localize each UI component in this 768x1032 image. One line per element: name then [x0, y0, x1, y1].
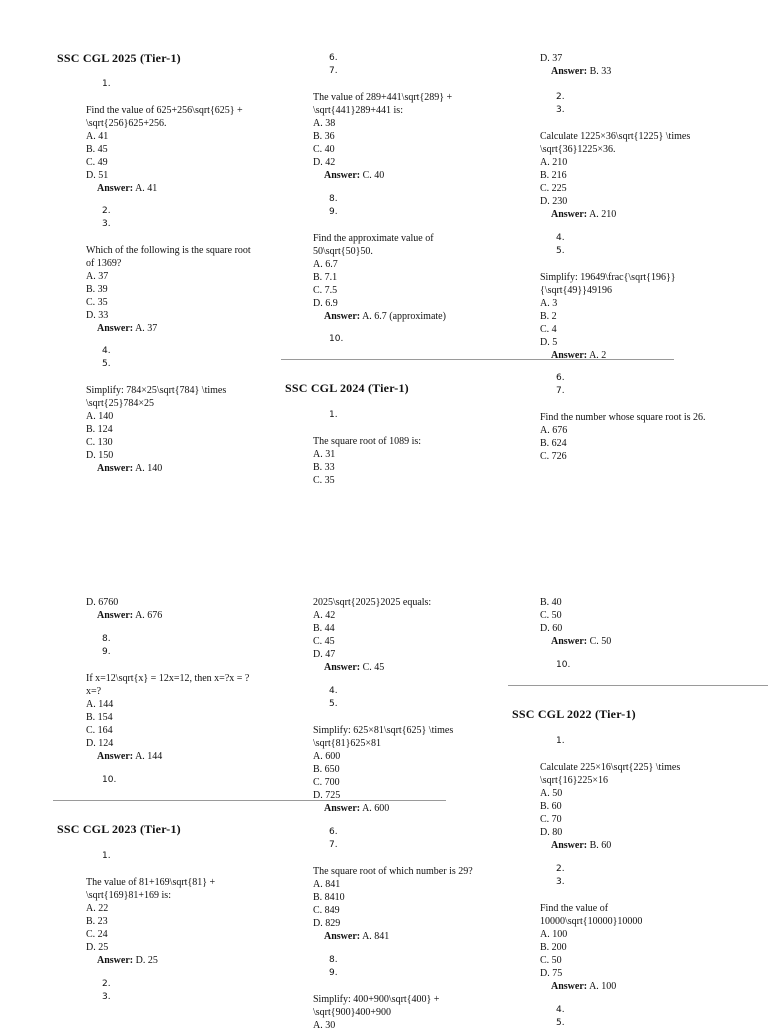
answer-value: D. 25: [135, 955, 158, 966]
option: A. 3: [540, 298, 558, 309]
answer-value: B. 33: [589, 66, 612, 77]
answer-line: [540, 208, 740, 221]
answer-value: C. 50: [589, 636, 612, 647]
option: C. 50: [540, 610, 562, 621]
option: C. 849: [313, 905, 340, 916]
option: C. 130: [86, 437, 113, 448]
question-number: 9.: [329, 968, 338, 978]
answer-line: [313, 310, 513, 323]
option: C. 35: [313, 475, 335, 486]
option: A. 676: [540, 425, 568, 436]
question-text: If x=12\sqrt{x} = 12x=12, then x=?x = ?x=?: [86, 673, 250, 697]
answer-line: [86, 322, 286, 335]
option: C. 40: [313, 144, 335, 155]
answer-line: [313, 930, 513, 943]
option: A. 41: [86, 131, 109, 142]
question-text: Find the number whose square root is 26.: [540, 412, 706, 423]
answer-label: Answer:: [551, 209, 588, 220]
question-number: 1.: [556, 736, 565, 746]
question-text: The square root of 1089 is:: [313, 436, 422, 447]
option: B. 33: [313, 462, 335, 473]
answer-label: Answer:: [551, 350, 588, 361]
question-number: 3.: [556, 877, 565, 887]
answer-label: Answer:: [97, 183, 134, 194]
option: D. 33: [86, 310, 109, 321]
answer-line: [540, 349, 740, 362]
section-2024: [285, 382, 485, 395]
option: B. 23: [86, 916, 108, 927]
answer-value: A. 41: [135, 183, 158, 194]
option: C. 225: [540, 183, 567, 194]
answer-line: [540, 635, 740, 648]
option: A. 144: [86, 699, 114, 710]
answer-value: A. 37: [135, 323, 158, 334]
answer-line: [86, 609, 286, 622]
option: A. 6.7: [313, 259, 338, 270]
question-number: 5.: [556, 1018, 565, 1028]
option: D. 150: [86, 450, 114, 461]
question-number: 3.: [102, 219, 111, 229]
section-heading: SSC CGL 2023 (Tier-1): [57, 822, 181, 836]
option: B. 40: [540, 597, 562, 608]
option: D. 124: [86, 738, 114, 749]
question-number: 4.: [102, 346, 111, 356]
option: A. 31: [313, 449, 336, 460]
answer-line: [86, 954, 286, 967]
option: B. 154: [86, 712, 113, 723]
answer-value: C. 40: [362, 170, 385, 181]
section-heading: SSC CGL 2022 (Tier-1): [512, 707, 636, 721]
question-number: 2.: [102, 979, 111, 989]
option: D. 725: [313, 790, 341, 801]
option: A. 50: [540, 788, 563, 799]
question-block: [313, 52, 513, 182]
option: B. 124: [86, 424, 113, 435]
option: C. 726: [540, 451, 567, 462]
question-number: 8.: [329, 194, 338, 204]
answer-value: A. 144: [135, 751, 163, 762]
option: B. 2: [540, 311, 557, 322]
answer-line: [313, 802, 513, 815]
option: D. 51: [86, 170, 109, 181]
question-number: 8.: [102, 634, 111, 644]
option: C. 49: [86, 157, 108, 168]
option: B. 624: [540, 438, 567, 449]
question-number: 6.: [329, 827, 338, 837]
section-heading: SSC CGL 2024 (Tier-1): [285, 381, 409, 395]
option: C. 24: [86, 929, 108, 940]
answer-label: Answer:: [97, 610, 134, 621]
answer-value: A. 676: [135, 610, 163, 621]
option: A. 140: [86, 411, 114, 422]
option: D. 37: [540, 53, 563, 64]
question-text: The square root of which number is 29?: [313, 866, 473, 877]
question-number: 4.: [556, 233, 565, 243]
answer-label: Answer:: [324, 931, 361, 942]
question-block: [86, 345, 286, 475]
option: C. 50: [540, 955, 562, 966]
question-block: [540, 735, 740, 1030]
option: D. 47: [313, 649, 336, 660]
option: C. 700: [313, 777, 340, 788]
question-text: The value of 289+441\sqrt{289} + \sqrt{441}289+441 is:: [313, 92, 453, 116]
question-number: 7.: [556, 386, 565, 396]
answer-line: [86, 182, 286, 195]
question-text: Which of the following is the square root of 1369?: [86, 245, 251, 269]
option: D. 60: [540, 623, 563, 634]
option: D. 75: [540, 968, 563, 979]
answer-label: Answer:: [551, 840, 588, 851]
option: D. 80: [540, 827, 563, 838]
question-number: 6.: [556, 373, 565, 383]
question-block: [540, 372, 740, 463]
answer-line: [540, 839, 740, 852]
option: C. 45: [313, 636, 335, 647]
option: A. 22: [86, 903, 109, 914]
option: D. 6.9: [313, 298, 338, 309]
answer-label: Answer:: [324, 170, 361, 181]
answer-value: A. 2: [589, 350, 607, 361]
option: A. 841: [313, 879, 341, 890]
option: D. 25: [86, 942, 109, 953]
question-block: [313, 193, 513, 346]
answer-label: Answer:: [324, 803, 361, 814]
option: A. 38: [313, 118, 336, 129]
question-number: 10.: [102, 775, 117, 785]
answer-label: Answer:: [97, 323, 134, 334]
option: B. 39: [86, 284, 108, 295]
option: B. 216: [540, 170, 567, 181]
answer-line: [86, 462, 286, 475]
question-number: 3.: [556, 105, 565, 115]
question-number: 5.: [556, 246, 565, 256]
question-number: 2.: [102, 206, 111, 216]
answer-label: Answer:: [324, 311, 361, 322]
answer-line: [313, 661, 513, 674]
question-number: 9.: [329, 207, 338, 217]
answer-value: A. 600: [362, 803, 390, 814]
question-text: Calculate 1225×36\sqrt{1225} \times \sqrt{36}1225×36.: [540, 131, 691, 155]
question-number: 1.: [329, 410, 338, 420]
answer-value: A. 140: [135, 463, 163, 474]
section-2025: [57, 52, 257, 65]
question-number: 1.: [102, 851, 111, 861]
question-text: Simplify: 625×81\sqrt{625} \times \sqrt{81}625×81: [313, 725, 454, 749]
question-text: The value of 81+169\sqrt{81} + \sqrt{169}81+169 is:: [86, 877, 216, 901]
answer-label: Answer:: [551, 981, 588, 992]
answer-value: A. 100: [589, 981, 617, 992]
question-text: Find the value of 10000\sqrt{10000}10000: [540, 903, 643, 927]
answer-label: Answer:: [97, 751, 134, 762]
answer-value: A. 6.7 (approximate): [362, 311, 446, 322]
answer-value: B. 60: [589, 840, 612, 851]
question-text: Calculate 225×16\sqrt{225} \times \sqrt{16}225×16: [540, 762, 681, 786]
option: B. 200: [540, 942, 567, 953]
question-number: 2.: [556, 92, 565, 102]
question-block: [313, 596, 513, 1032]
option: A. 30: [313, 1020, 336, 1031]
option: B. 44: [313, 623, 335, 634]
question-block: [86, 850, 286, 1004]
question-block: [86, 205, 286, 335]
question-block: [86, 78, 286, 195]
option: A. 100: [540, 929, 568, 940]
option: C. 70: [540, 814, 562, 825]
question-number: 2.: [556, 864, 565, 874]
option: D. 6760: [86, 597, 119, 608]
answer-label: Answer:: [551, 636, 588, 647]
option: C. 7.5: [313, 285, 338, 296]
option: B. 8410: [313, 892, 345, 903]
section-divider: [508, 685, 768, 686]
question-number: 5.: [329, 699, 338, 709]
answer-label: Answer:: [324, 662, 361, 673]
answer-line: [313, 169, 513, 182]
question-number: 10.: [556, 660, 571, 670]
question-number: 3.: [102, 992, 111, 1002]
answer-line: [86, 750, 286, 763]
option: C. 35: [86, 297, 108, 308]
option: A. 42: [313, 610, 336, 621]
option: C. 4: [540, 324, 557, 335]
question-number: 8.: [329, 955, 338, 965]
question-block: [313, 409, 513, 487]
option: A. 600: [313, 751, 341, 762]
option: D. 5: [540, 337, 558, 348]
question-number: 10.: [329, 334, 344, 344]
option: A. 210: [540, 157, 568, 168]
question-text: Find the value of 625+256\sqrt{625} + \sqrt{256}625+256.: [86, 105, 243, 129]
option: D. 829: [313, 918, 341, 929]
option: A. 37: [86, 271, 109, 282]
question-number: 4.: [556, 1005, 565, 1015]
answer-value: A. 841: [362, 931, 390, 942]
option: C. 164: [86, 725, 113, 736]
question-text: Find the approximate value of 50\sqrt{50}50.: [313, 233, 434, 257]
question-block: [540, 232, 740, 362]
answer-line: [540, 65, 740, 78]
question-text: Simplify: 784×25\sqrt{784} \times \sqrt{25}784×25: [86, 385, 227, 409]
option: B. 36: [313, 131, 335, 142]
section-heading: SSC CGL 2025 (Tier-1): [57, 51, 181, 65]
option: B. 7.1: [313, 272, 338, 283]
section-2023: [57, 823, 257, 836]
question-number: 7.: [329, 66, 338, 76]
answer-label: Answer:: [551, 66, 588, 77]
question-number: 1.: [102, 79, 111, 89]
question-block: [540, 596, 740, 672]
question-number: 9.: [102, 647, 111, 657]
option: D. 42: [313, 157, 336, 168]
question-block: [540, 52, 740, 221]
answer-line: [540, 980, 740, 993]
question-number: 5.: [102, 359, 111, 369]
answer-label: Answer:: [97, 955, 134, 966]
question-text: Simplify: 400+900\sqrt{400} + \sqrt{900}400+900: [313, 994, 440, 1018]
question-number: 7.: [329, 840, 338, 850]
question-number: 6.: [329, 53, 338, 63]
answer-value: A. 210: [589, 209, 617, 220]
option: B. 60: [540, 801, 562, 812]
question-block: [86, 596, 286, 787]
section-2022: [512, 708, 712, 721]
option: D. 230: [540, 196, 568, 207]
question-text: Simplify: 19649\frac{\sqrt{196}}{\sqrt{49}}49196: [540, 272, 676, 296]
answer-value: C. 45: [362, 662, 385, 673]
question-text: 2025\sqrt{2025}2025 equals:: [313, 597, 432, 608]
option: B. 650: [313, 764, 340, 775]
answer-label: Answer:: [97, 463, 134, 474]
option: B. 45: [86, 144, 108, 155]
question-number: 4.: [329, 686, 338, 696]
